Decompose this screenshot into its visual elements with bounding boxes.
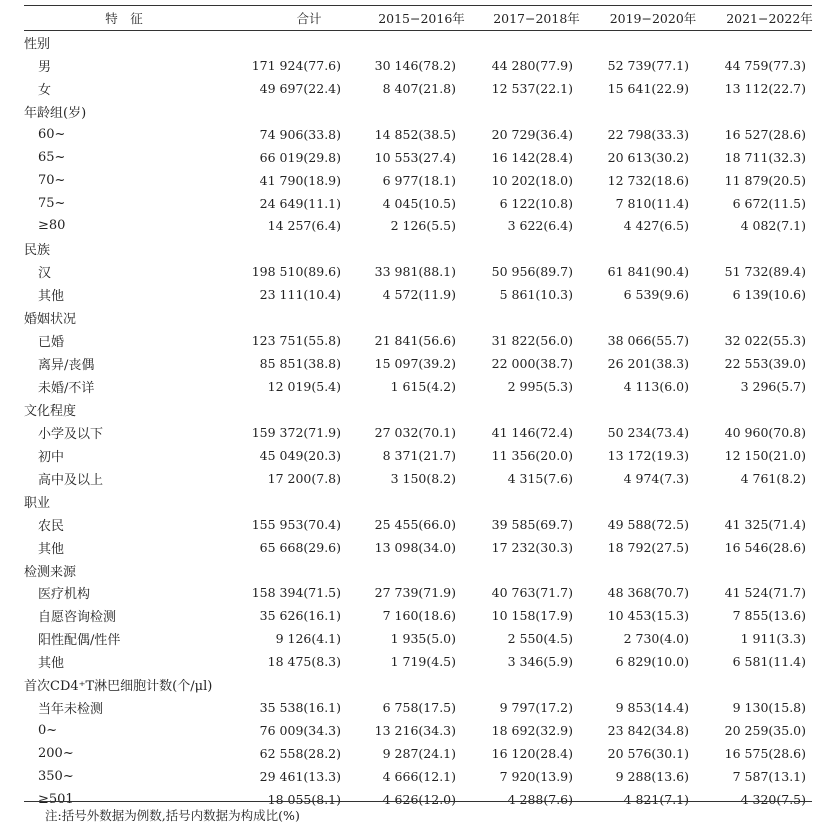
value-cell: 18 475(8.3) [267,654,341,670]
value-cell: 4 821(7.1) [623,791,689,807]
value-cell: 7 920(13.9) [499,768,573,784]
table-row [24,283,812,306]
value-cell: 12 019(5.4) [267,379,341,395]
value-cell: 10 453(15.3) [607,608,689,624]
value-cell: 21 841(56.6) [374,333,456,349]
value-cell: 4 666(12.1) [382,768,456,784]
value-cell: 17 232(30.3) [491,539,573,555]
table-row [24,215,812,238]
value-cell: 3 622(6.4) [507,218,573,234]
value-cell: 4 045(10.5) [382,195,456,211]
value-cell: 31 822(56.0) [491,333,573,349]
value-cell: 45 049(20.3) [259,447,341,463]
table-bottom-rule [24,801,812,802]
row-label: 0~ [38,723,58,739]
row-label: 离异/丧偶 [38,358,95,374]
value-cell: 4 572(11.9) [382,287,456,303]
value-cell: 74 906(33.8) [259,126,341,142]
row-label: 小学及以下 [38,426,104,442]
value-cell: 4 288(7.6) [507,791,573,807]
value-cell: 32 022(55.3) [724,333,806,349]
row-label: 当年未检测 [38,702,104,718]
value-cell: 12 732(18.6) [607,172,689,188]
value-cell: 20 613(30.2) [607,149,689,165]
header-feature: 特 征 [105,11,143,26]
row-label: 汉 [38,266,52,282]
value-cell: 6 139(10.6) [732,287,806,303]
value-cell: 2 995(5.3) [507,379,573,395]
row-label: 女 [38,82,52,98]
value-cell: 6 581(11.4) [732,654,806,670]
value-cell: 16 527(28.6) [724,126,806,142]
value-cell: 13 172(19.3) [607,447,689,463]
group-label: 民族 [24,243,51,259]
value-cell: 2 550(4.5) [507,631,573,647]
row-label: 男 [38,59,52,75]
group-label: 年龄组(岁) [24,105,87,121]
value-cell: 20 729(36.4) [491,126,573,142]
value-cell: 50 956(89.7) [491,264,573,280]
value-cell: 155 953(70.4) [251,516,341,532]
row-label: 75~ [38,195,66,211]
value-cell: 18 692(32.9) [491,723,573,739]
value-cell: 16 120(28.4) [491,746,573,762]
table-note: 注:括号外数据为例数,括号内数据为构成比(%) [45,808,300,823]
value-cell: 23 842(34.8) [607,723,689,739]
header-total: 合计 [296,11,322,26]
row-label: 350~ [38,768,74,784]
table-row [24,352,812,375]
value-cell: 48 368(70.7) [607,585,689,601]
value-cell: 11 356(20.0) [491,447,573,463]
row-label: 其他 [38,656,65,672]
value-cell: 12 537(22.1) [491,80,573,96]
table-row [24,604,812,627]
value-cell: 6 672(11.5) [732,195,806,211]
value-cell: 18 711(32.3) [724,149,806,165]
group-label: 婚姻状况 [24,312,77,328]
value-cell: 1 615(4.2) [390,379,456,395]
value-cell: 4 082(7.1) [740,218,806,234]
value-cell: 51 732(89.4) [724,264,806,280]
table-row [24,77,812,100]
value-cell: 6 977(18.1) [382,172,456,188]
value-cell: 22 553(39.0) [724,356,806,372]
value-cell: 15 641(22.9) [607,80,689,96]
value-cell: 52 739(77.1) [607,57,689,73]
row-label: 未婚/不详 [38,381,95,397]
value-cell: 9 126(4.1) [275,631,341,647]
table-row [24,582,812,605]
value-cell: 12 150(21.0) [724,447,806,463]
value-cell: 7 855(13.6) [732,608,806,624]
value-cell: 10 202(18.0) [491,172,573,188]
row-label: 其他 [38,289,65,305]
header-2017-2018: 2017−2018年 [493,11,580,26]
table-row [24,719,812,742]
value-cell: 38 066(55.7) [607,333,689,349]
value-cell: 171 924(77.6) [251,57,341,73]
value-cell: 4 761(8.2) [740,470,806,486]
table-row [24,192,812,215]
group-row [24,559,812,582]
table-row [24,146,812,169]
value-cell: 49 697(22.4) [259,80,341,96]
value-cell: 18 055(8.1) [267,791,341,807]
value-cell: 40 960(70.8) [724,424,806,440]
value-cell: 29 461(13.3) [259,768,341,784]
value-cell: 18 792(27.5) [607,539,689,555]
table-row [24,375,812,398]
row-label: 70~ [38,172,66,188]
value-cell: 123 751(55.8) [251,333,341,349]
value-cell: 16 575(28.6) [724,746,806,762]
value-cell: 20 259(35.0) [724,723,806,739]
value-cell: 76 009(34.3) [259,723,341,739]
value-cell: 40 763(71.7) [491,585,573,601]
group-row [24,398,812,421]
value-cell: 5 861(10.3) [499,287,573,303]
row-label: ≥501 [38,791,74,807]
header-2021-2022: 2021−2022年 [726,11,813,26]
value-cell: 4 113(6.0) [623,379,689,395]
value-cell: 33 981(88.1) [374,264,456,280]
table-row [24,329,812,352]
value-cell: 22 000(38.7) [491,356,573,372]
table-body [24,31,812,811]
table-row [24,536,812,559]
value-cell: 7 810(11.4) [615,195,689,211]
value-cell: 65 668(29.6) [259,539,341,555]
value-cell: 7 587(13.1) [732,768,806,784]
table-row [24,421,812,444]
value-cell: 4 315(7.6) [507,470,573,486]
table-row [24,742,812,765]
group-row [24,673,812,696]
value-cell: 49 588(72.5) [607,516,689,532]
value-cell: 41 790(18.9) [259,172,341,188]
value-cell: 4 427(6.5) [623,218,689,234]
table-row [24,444,812,467]
value-cell: 9 288(13.6) [615,768,689,784]
group-row [24,490,812,513]
value-cell: 3 296(5.7) [740,379,806,395]
value-cell: 35 626(16.1) [259,608,341,624]
value-cell: 3 346(5.9) [507,654,573,670]
header-2015-2016: 2015−2016年 [378,11,465,26]
value-cell: 10 158(17.9) [491,608,573,624]
table-row [24,513,812,536]
row-label: 阳性配偶/性伴 [38,633,121,649]
value-cell: 39 585(69.7) [491,516,573,532]
value-cell: 7 160(18.6) [382,608,456,624]
value-cell: 159 372(71.9) [251,424,341,440]
table-row [24,54,812,77]
group-label: 文化程度 [24,403,77,419]
table-row [24,650,812,673]
table-row [24,260,812,283]
value-cell: 198 510(89.6) [251,264,341,280]
row-label: 其他 [38,541,65,557]
value-cell: 27 739(71.9) [374,585,456,601]
value-cell: 1 719(4.5) [390,654,456,670]
row-label: ≥80 [38,218,66,234]
value-cell: 62 558(28.2) [259,746,341,762]
row-label: 初中 [38,449,65,465]
value-cell: 1 911(3.3) [740,631,806,647]
value-cell: 3 150(8.2) [390,470,456,486]
value-cell: 30 146(78.2) [374,57,456,73]
value-cell: 26 201(38.3) [607,356,689,372]
row-label: 医疗机构 [38,587,91,603]
value-cell: 10 553(27.4) [374,149,456,165]
table-row [24,169,812,192]
value-cell: 61 841(90.4) [607,264,689,280]
row-label: 65~ [38,149,66,165]
group-row [24,100,812,123]
value-cell: 4 974(7.3) [623,470,689,486]
value-cell: 1 935(5.0) [390,631,456,647]
table-row [24,123,812,146]
value-cell: 66 019(29.8) [259,149,341,165]
group-row [24,237,812,260]
data-table [24,5,812,811]
value-cell: 13 112(22.7) [724,80,806,96]
value-cell: 27 032(70.1) [374,424,456,440]
row-label: 60~ [38,126,66,142]
value-cell: 15 097(39.2) [374,356,456,372]
value-cell: 6 758(17.5) [382,700,456,716]
value-cell: 22 798(33.3) [607,126,689,142]
value-cell: 9 287(24.1) [382,746,456,762]
group-label: 首次CD4⁺T淋巴细胞计数(个/μl) [24,679,213,695]
table-row [24,467,812,490]
value-cell: 50 234(73.4) [607,424,689,440]
row-label: 高中及以上 [38,472,104,488]
value-cell: 25 455(66.0) [374,516,456,532]
table-header [24,5,812,31]
header-2019-2020: 2019−2020年 [609,11,697,26]
value-cell: 158 394(71.5) [251,585,341,601]
value-cell: 85 851(38.8) [259,356,341,372]
value-cell: 6 829(10.0) [615,654,689,670]
value-cell: 4 626(12.0) [382,791,456,807]
value-cell: 2 126(5.5) [390,218,456,234]
table-row [24,765,812,788]
table-row [24,627,812,650]
value-cell: 13 216(34.3) [374,723,456,739]
value-cell: 20 576(30.1) [607,746,689,762]
value-cell: 41 325(71.4) [724,516,806,532]
value-cell: 14 852(38.5) [374,126,456,142]
value-cell: 16 546(28.6) [724,539,806,555]
group-label: 检测来源 [24,564,77,580]
value-cell: 23 111(10.4) [259,287,341,303]
value-cell: 9 130(15.8) [732,700,806,716]
value-cell: 35 538(16.1) [259,700,341,716]
row-label: 农民 [38,518,65,534]
row-label: 已婚 [38,335,65,351]
value-cell: 6 539(9.6) [623,287,689,303]
value-cell: 13 098(34.0) [374,539,456,555]
value-cell: 11 879(20.5) [724,172,806,188]
value-cell: 14 257(6.4) [267,218,341,234]
value-cell: 41 524(71.7) [724,585,806,601]
value-cell: 44 280(77.9) [491,57,573,73]
value-cell: 44 759(77.3) [724,57,806,73]
group-label: 性别 [24,36,51,52]
value-cell: 16 142(28.4) [491,149,573,165]
value-cell: 41 146(72.4) [491,424,573,440]
row-label: 自愿咨询检测 [38,610,117,626]
value-cell: 4 320(7.5) [740,791,806,807]
group-row [24,31,812,54]
value-cell: 9 797(17.2) [499,700,573,716]
value-cell: 17 200(7.8) [267,470,341,486]
group-row [24,306,812,329]
table-row [24,696,812,719]
group-label: 职业 [24,495,51,511]
value-cell: 2 730(4.0) [623,631,689,647]
value-cell: 8 371(21.7) [382,447,456,463]
value-cell: 9 853(14.4) [615,700,689,716]
value-cell: 24 649(11.1) [259,195,341,211]
value-cell: 6 122(10.8) [499,195,573,211]
row-label: 200~ [38,746,74,762]
value-cell: 8 407(21.8) [382,80,456,96]
